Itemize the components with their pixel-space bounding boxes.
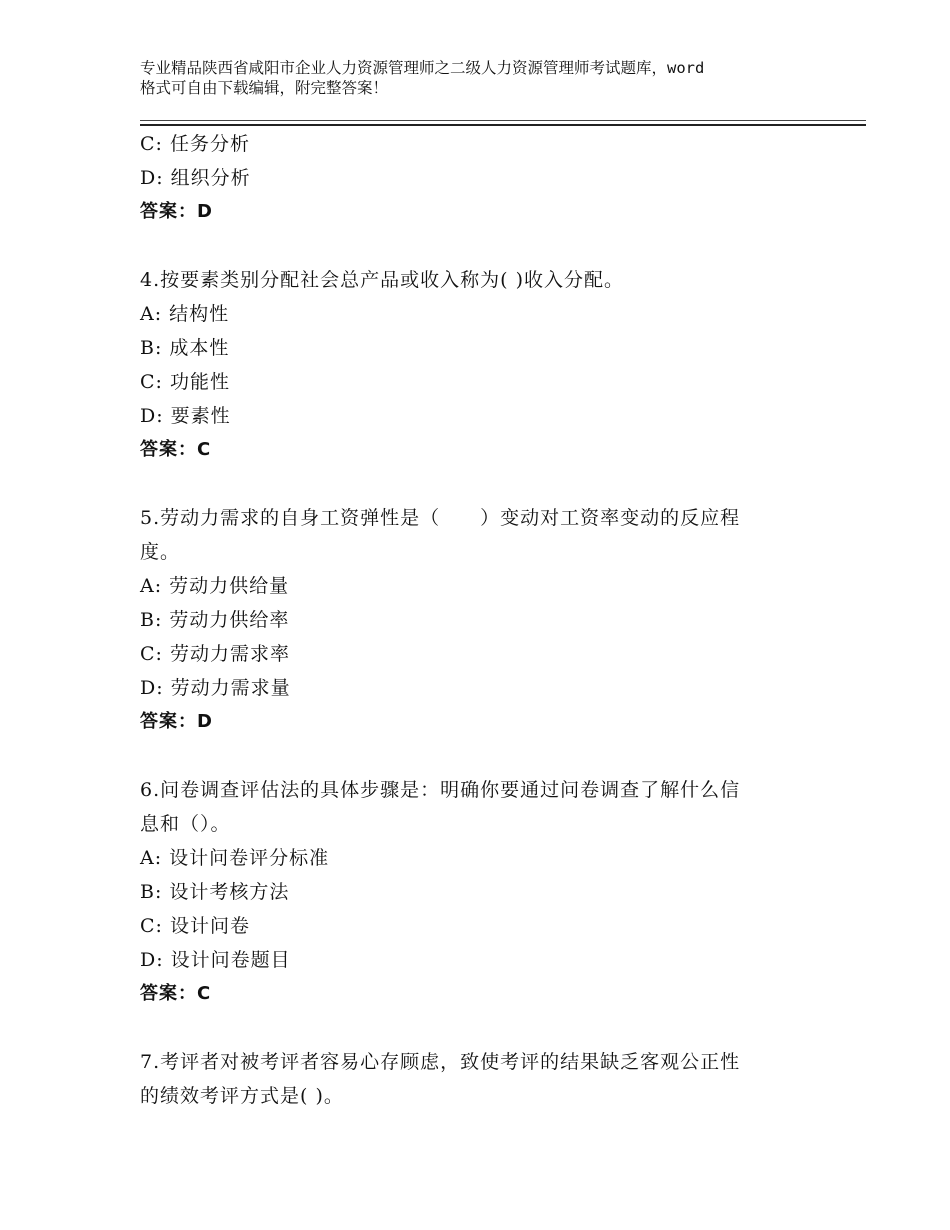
q4-option-b: B: 成本性 bbox=[140, 337, 230, 359]
q4-option-d: D: 要素性 bbox=[140, 405, 231, 427]
q4-option-c: C: 功能性 bbox=[140, 371, 230, 393]
spacer bbox=[140, 739, 810, 773]
spacer bbox=[140, 467, 810, 501]
q5-option-d: D: 劳动力需求量 bbox=[140, 677, 291, 699]
q5-title-line-2: 度。 bbox=[140, 541, 181, 563]
q6-answer: 答案：C bbox=[140, 983, 212, 1004]
q6-option-c: C: 设计问卷 bbox=[140, 915, 250, 937]
header-line-2: 格式可自由下载编辑，附完整答案！ bbox=[140, 79, 389, 97]
spacer bbox=[140, 1011, 810, 1045]
q7-title-line-1: 7.考评者对被考评者容易心存顾虑，致使考评的结果缺乏客观公正性 bbox=[140, 1051, 741, 1073]
header-divider-thin bbox=[140, 120, 866, 121]
header-line-1: 专业精品陕西省咸阳市企业人力资源管理师之二级人力资源管理师考试题库，word bbox=[140, 59, 705, 77]
q5-option-c: C: 劳动力需求率 bbox=[140, 643, 290, 665]
q4-answer: 答案：C bbox=[140, 439, 212, 460]
q6-title-line-1: 6.问卷调查评估法的具体步骤是：明确你要通过问卷调查了解什么信 bbox=[140, 779, 741, 801]
q4-title: 4.按要素类别分配社会总产品或收入称为( )收入分配。 bbox=[140, 269, 624, 291]
q3-answer: 答案：D bbox=[140, 201, 213, 222]
q6-option-d: D: 设计问卷题目 bbox=[140, 949, 291, 971]
q6-option-a: A: 设计问卷评分标准 bbox=[140, 847, 330, 869]
q3-option-c: C: 任务分析 bbox=[140, 133, 250, 155]
q6-option-b: B: 设计考核方法 bbox=[140, 881, 290, 903]
q4-option-a: A: 结构性 bbox=[140, 303, 230, 325]
q5-option-a: A: 劳动力供给量 bbox=[140, 575, 290, 597]
q3-option-d: D: 组织分析 bbox=[140, 167, 251, 189]
q7-title-line-2: 的绩效考评方式是( )。 bbox=[140, 1085, 344, 1107]
q6-title-line-2: 息和（）。 bbox=[140, 813, 231, 835]
q5-answer: 答案：D bbox=[140, 711, 213, 732]
q5-title-line-1: 5.劳动力需求的自身工资弹性是（ ）变动对工资率变动的反应程 bbox=[140, 507, 741, 529]
header-divider-thick bbox=[140, 124, 866, 126]
spacer bbox=[140, 229, 810, 263]
question-content bbox=[140, 127, 810, 1113]
q5-option-b: B: 劳动力供给率 bbox=[140, 609, 290, 631]
document-header bbox=[140, 58, 830, 98]
